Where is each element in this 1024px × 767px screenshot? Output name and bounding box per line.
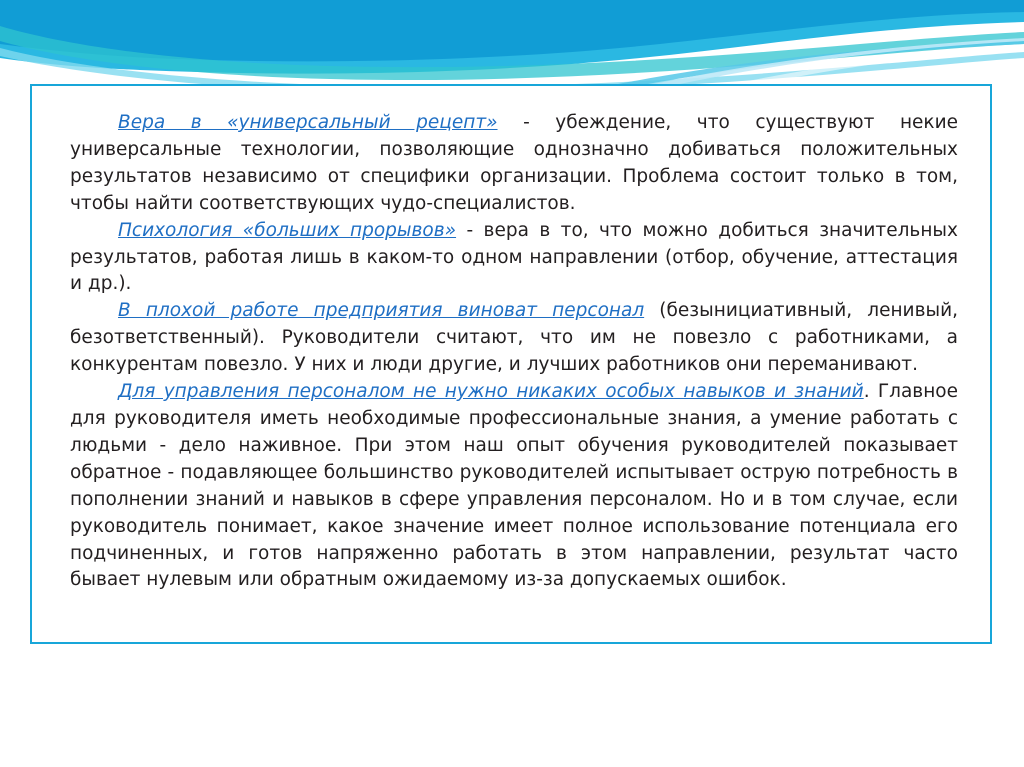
paragraph-4	[70, 379, 958, 594]
header-wave-graphic	[0, 0, 1024, 96]
paragraph-3	[70, 298, 958, 379]
paragraph-4-rest: . Главное для руководителя иметь необходимые профессиональные знания, а умение работать с людьми - дело наживное. При этом наш опыт обучения руководителей показывает обратное - подавляющее большинство руководителей испытывает острую потребность в пополнении знаний и навыков в сфере управления персоналом. Но и в том случае, если руководитель понимает, какое значение имеет полное использование потенциала его подчиненных, и готов напряженно работать в этом направлении, результат часто бывает нулевым или обратным ожидаемому из-за допускаемых ошибок.	[70, 381, 959, 591]
paragraph-1-lead: Вера в «универсальный рецепт»	[118, 112, 498, 133]
paragraph-3-rest: (безынициативный, ленивый, безответственный). Руководители считают, что им не повезло с работниками, а конкурентам повезло. У них и люди другие, и лучших работников они переманивают.	[70, 300, 958, 376]
paragraph-1	[70, 110, 958, 218]
paragraph-2	[70, 218, 958, 299]
content-frame	[30, 84, 992, 644]
paragraph-4-lead: Для управления персоналом не нужно никаких особых навыков и знаний	[118, 381, 864, 403]
paragraph-2-rest: - вера в то, что можно добиться значительных результатов, работая лишь в каком-то одном направлении (отбор, обучение, аттестация и др.).	[70, 219, 958, 295]
paragraph-2-lead: Психология «больших прорывов»	[118, 219, 457, 241]
paragraph-1-rest: - убеждение, что существуют некие универсальные технологии, позволяющие однозначно добиваться положительных результатов независимо от специфики организации. Проблема состоит только в том, чтобы найти соответствующих чудо-специалистов.	[70, 112, 958, 214]
slide-body-text	[70, 110, 958, 594]
paragraph-3-lead: В плохой работе предприятия виноват персонал	[118, 300, 645, 322]
